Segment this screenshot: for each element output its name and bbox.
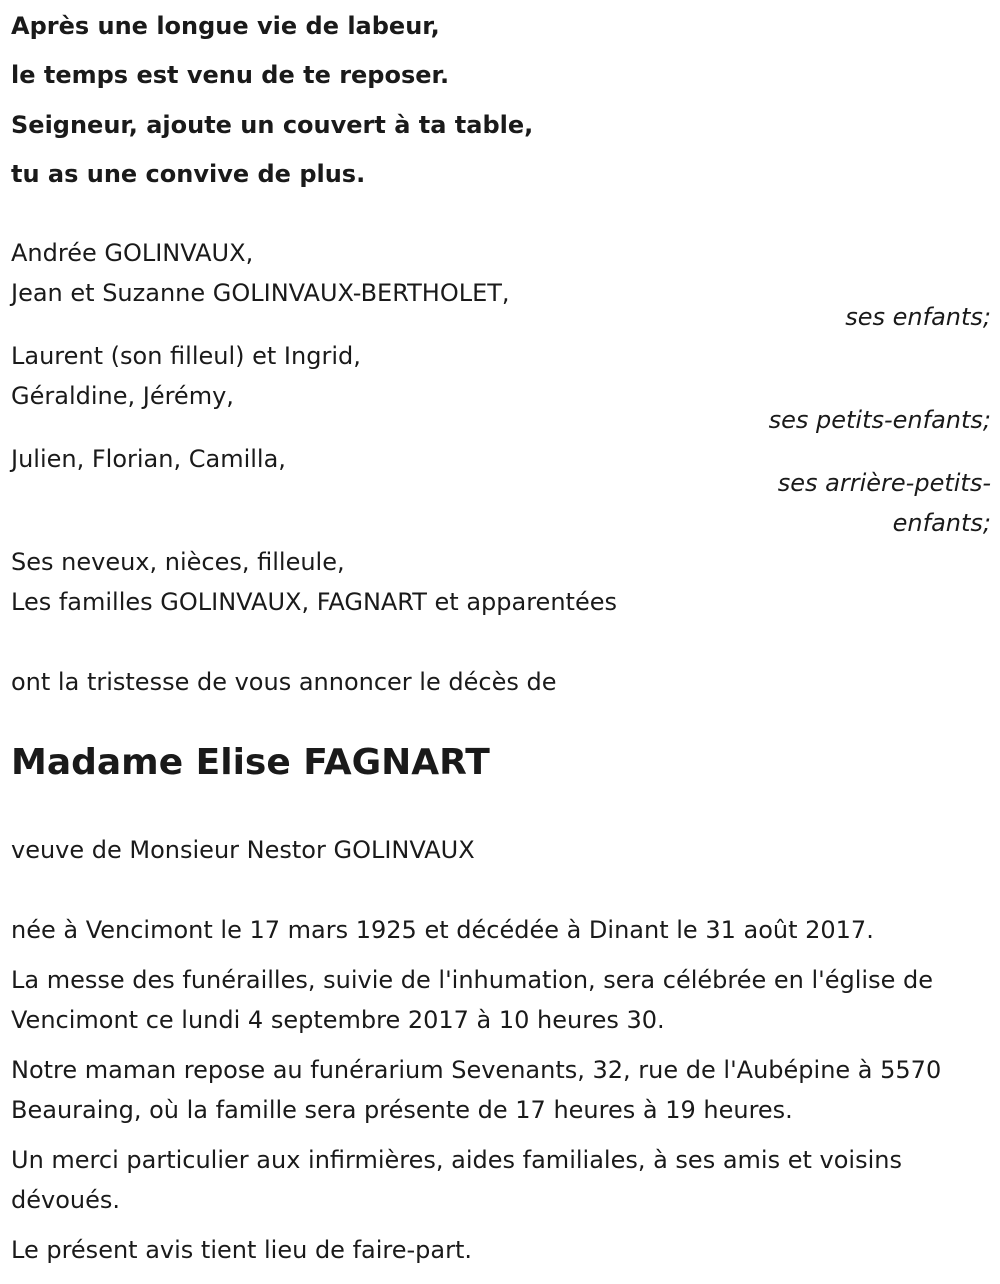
poem-line: le temps est venu de te reposer. [11, 61, 450, 89]
grandchildren-role: ses petits-enfants; [768, 406, 991, 434]
poem-line: tu as une convive de plus. [11, 160, 366, 188]
grandchild-name: Géraldine, Jérémy, [11, 382, 234, 410]
resting-place-text: Notre maman repose au funérarium Sevenants, 32, rue de l'Aubépine à 5570 Beauraing, où la famille sera présente de 17 heures à 19 heures. [11, 1056, 942, 1124]
birth-death-text: née à Vencimont le 17 mars 1925 et décédée à Dinant le 31 août 2017. [11, 916, 874, 944]
grandchild-name: Laurent (son filleul) et Ingrid, [11, 342, 361, 370]
deceased-name: Madame Elise FAGNART [11, 742, 490, 783]
widow-of-text: veuve de Monsieur Nestor GOLINVAUX [11, 836, 475, 864]
extended-family-line: Ses neveux, nièces, filleule, [11, 548, 345, 576]
great-grandchild-name: Julien, Florian, Camilla, [11, 445, 286, 473]
children-role: ses enfants; [845, 303, 991, 331]
obituary-notice [11, 0, 991, 1284]
funeral-mass-text: La messe des funérailles, suivie de l'inhumation, sera célébrée en l'église de Vencimont ce lundi 4 septembre 2017 à 10 heures 30. [11, 966, 933, 1034]
extended-family-line: Les familles GOLINVAUX, FAGNART et apparentées [11, 588, 617, 616]
notice-text: Le présent avis tient lieu de faire-part. [11, 1236, 473, 1264]
announcement-text: ont la tristesse de vous annoncer le décès de [11, 668, 557, 696]
poem-line: Seigneur, ajoute un couvert à ta table, [11, 111, 534, 139]
child-name: Andrée GOLINVAUX, [11, 239, 254, 267]
great-grandchildren-role: ses arrière-petits- [777, 469, 991, 497]
thanks-text: Un merci particulier aux infirmières, aides familiales, à ses amis et voisins dévoués. [11, 1146, 902, 1214]
great-grandchildren-role: enfants; [892, 509, 991, 537]
child-name: Jean et Suzanne GOLINVAUX-BERTHOLET, [11, 279, 510, 307]
poem-line: Après une longue vie de labeur, [11, 12, 440, 40]
